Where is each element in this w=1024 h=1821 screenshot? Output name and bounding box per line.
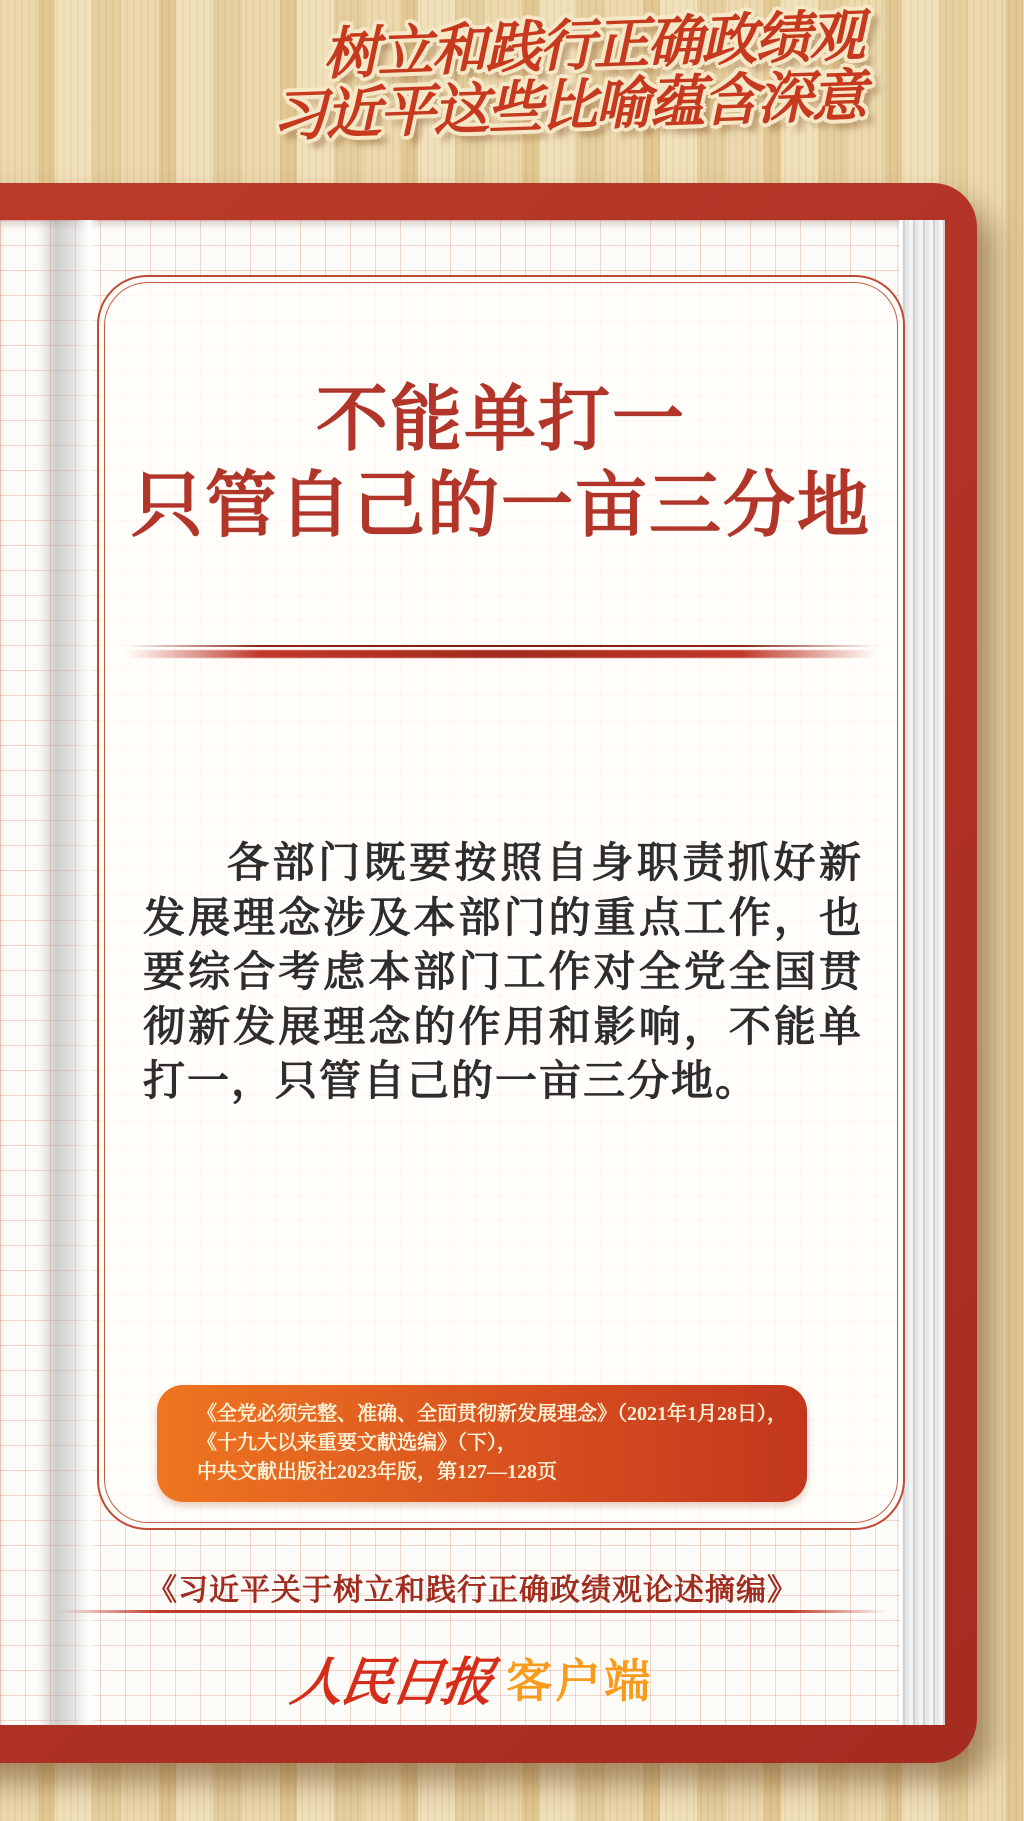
- publisher-logo: [0, 1640, 945, 1715]
- page-stack-edges: [899, 220, 945, 1725]
- citation-line-3: 中央文献出版社2023年版，第127—128页: [197, 1461, 557, 1483]
- quote-card: [97, 275, 905, 1530]
- quote-title: [99, 377, 903, 550]
- calligraphy-line-1: 树立和践行正确政绩观: [321, 3, 864, 86]
- notebook-grid-page: [0, 220, 945, 1725]
- citation-line-2: 《十九大以来重要文献选编》（下），: [197, 1432, 517, 1454]
- client-app-label: 客户端: [506, 1654, 654, 1707]
- header-calligraphy: [268, 3, 866, 148]
- quote-title-line-2: 只管自己的一亩三分地: [130, 466, 871, 547]
- source-book-title: 《习近平关于树立和践行正确政绩观论述摘编》: [147, 1574, 798, 1607]
- page-curl-shadow: [38, 220, 98, 1725]
- footer-divider-line: [58, 1610, 888, 1613]
- title-divider: [126, 645, 876, 658]
- quote-body: 各部门既要按照自身职责抓好新发展理念涉及本部门的重点工作，也要综合考虑本部门工作对全党全国贯彻新发展理念的作用和影响，不能单打一，只管自己的一亩三分地。: [143, 841, 863, 1106]
- divider-thick-bar: [126, 650, 876, 658]
- peoples-daily-masthead: 人民日报: [286, 1655, 495, 1712]
- citation-line-1: 《全党必须完整、准确、全面贯彻新发展理念》（2021年1月28日），: [197, 1403, 787, 1425]
- quote-title-line-1: 不能单打一: [315, 380, 686, 460]
- citation-badge: [157, 1385, 807, 1502]
- calligraphy-line-2: 习近平这些比喻蕴含深意: [270, 64, 866, 148]
- divider-thin-line: [126, 645, 876, 647]
